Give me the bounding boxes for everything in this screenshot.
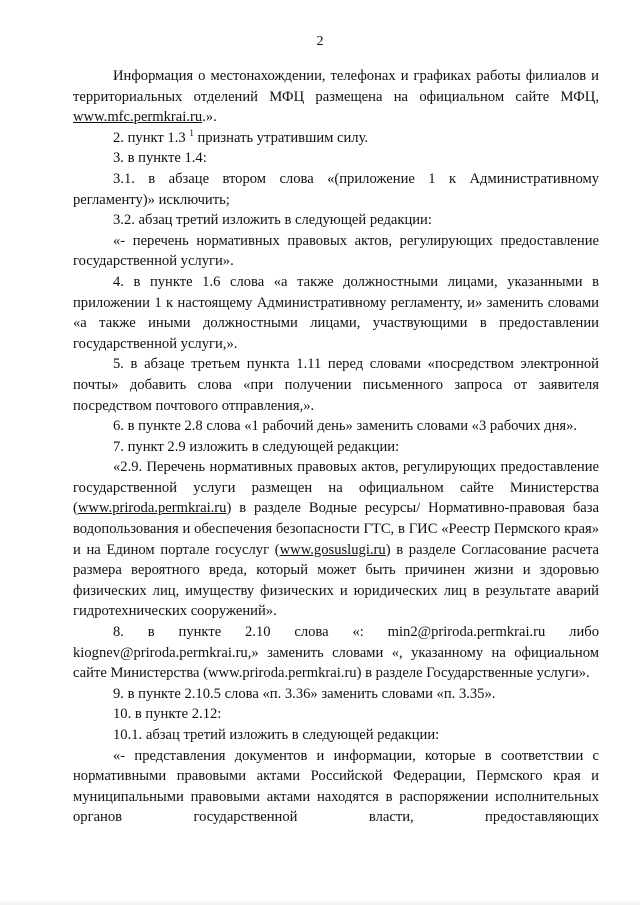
text-run: 4. в пункте 1.6 слова «а также должностными лицами, указанными в приложении 1 к настоящему Административному регламенту, и» заменить словами «а также иными должностными лицами, участвующими в предоставлении государственной услуги,».	[73, 273, 599, 352]
paragraph-p5	[73, 210, 599, 231]
paragraph-p14	[73, 704, 599, 725]
text-run: 10.1. абзац третий изложить в следующей редакции:	[113, 727, 440, 743]
text-run: 6. в пункте 2.8 слова «1 рабочий день» заменить словами «3 рабочих дня».	[113, 418, 578, 435]
paragraph-p9	[73, 416, 599, 437]
text-run: 10. в пункте 2.12:	[113, 706, 222, 723]
text-run: 9. в пункте 2.10.5 слова «п. 3.36» заменить словами «п. 3.35».	[113, 685, 496, 702]
text-run: 2. пункт 1.3	[113, 129, 190, 146]
paragraph-p3	[73, 148, 599, 169]
paragraph-p16	[73, 746, 599, 828]
paragraph-p10	[73, 437, 599, 458]
text-run: ) в разделе Водные ресурсы/ Нормативно-правовая база водопользования и обеспечения безопасности ГТС, в ГИС «Реестр Пермского края» и на Едином портале госуслуг (	[73, 500, 599, 558]
paragraph-p11	[73, 457, 599, 622]
paragraph-p7	[73, 272, 599, 354]
text-run: 3.2. абзац третий изложить в следующей редакции:	[113, 212, 432, 229]
paragraph-p6	[73, 231, 599, 272]
paragraph-p1	[73, 66, 599, 128]
text-run: 3. в пункте 1.4:	[113, 150, 207, 167]
paragraph-p2	[73, 128, 599, 149]
paragraph-p13	[73, 684, 599, 705]
link-text: www.priroda.permkrai.ru	[77, 500, 227, 517]
text-run: Информация о местонахождении, телефонах и графиках работы филиалов и территориальных отделений МФЦ размещена на официальном сайте МФЦ,	[73, 68, 599, 105]
text-run: «- представления документов и информации, которые в соответствии с нормативными правовыми актами Российской Федерации, Пермского края и муниципальными правовыми актами находятся в распоряжении исполнительных органов государственной власти, предоставляющих	[73, 747, 599, 826]
paragraph-p8	[73, 354, 599, 416]
document-body	[73, 66, 599, 828]
link-text: www.gosuslugi.ru	[279, 541, 386, 558]
superscript: 1	[189, 127, 194, 138]
text-run: «2.9. Перечень нормативных правовых актов, регулирующих предоставление государственной услуги размещен на официальном сайте Министерства (	[73, 459, 599, 517]
paragraph-p4	[73, 169, 599, 210]
page-number: 2	[316, 34, 324, 49]
text-run: 3.1. в абзаце втором слова «(приложение 1 к Административному регламенту)» исключить;	[73, 170, 599, 208]
text-run: признать утратившим силу.	[193, 129, 369, 146]
text-run: .».	[202, 109, 217, 126]
text-run: 5. в абзаце третьем пункта 1.11 перед словами «посредством электронной почты» добавить слова «при получении письменного запроса от заявителя посредством почтового отправления,».	[73, 356, 599, 414]
text-run: 7. пункт 2.9 изложить в следующей редакции:	[113, 438, 400, 455]
text-run: 8. в пункте 2.10 слова «: min2@priroda.permkrai.ru либо kiognev@priroda.permkrai.ru,» заменить словами «, указанному на официальном сайте Министерства (www.priroda.permkrai.ru) в разделе Государственные услуги».	[73, 624, 599, 682]
paragraph-p15	[73, 725, 599, 746]
scan-edge	[0, 899, 640, 905]
text-run: «- перечень нормативных правовых актов, регулирующих предоставление государственной услуги».	[73, 232, 599, 270]
link-text: www.mfc.permkrai.ru	[73, 109, 203, 126]
paragraph-p12	[73, 622, 599, 684]
text-run: ) в разделе Согласование расчета размера вероятного вреда, который может быть причинен жизни и здоровью физических лиц, имуществу физических и юридических лиц в результате аварий гидротехнических сооружений».	[73, 541, 599, 620]
